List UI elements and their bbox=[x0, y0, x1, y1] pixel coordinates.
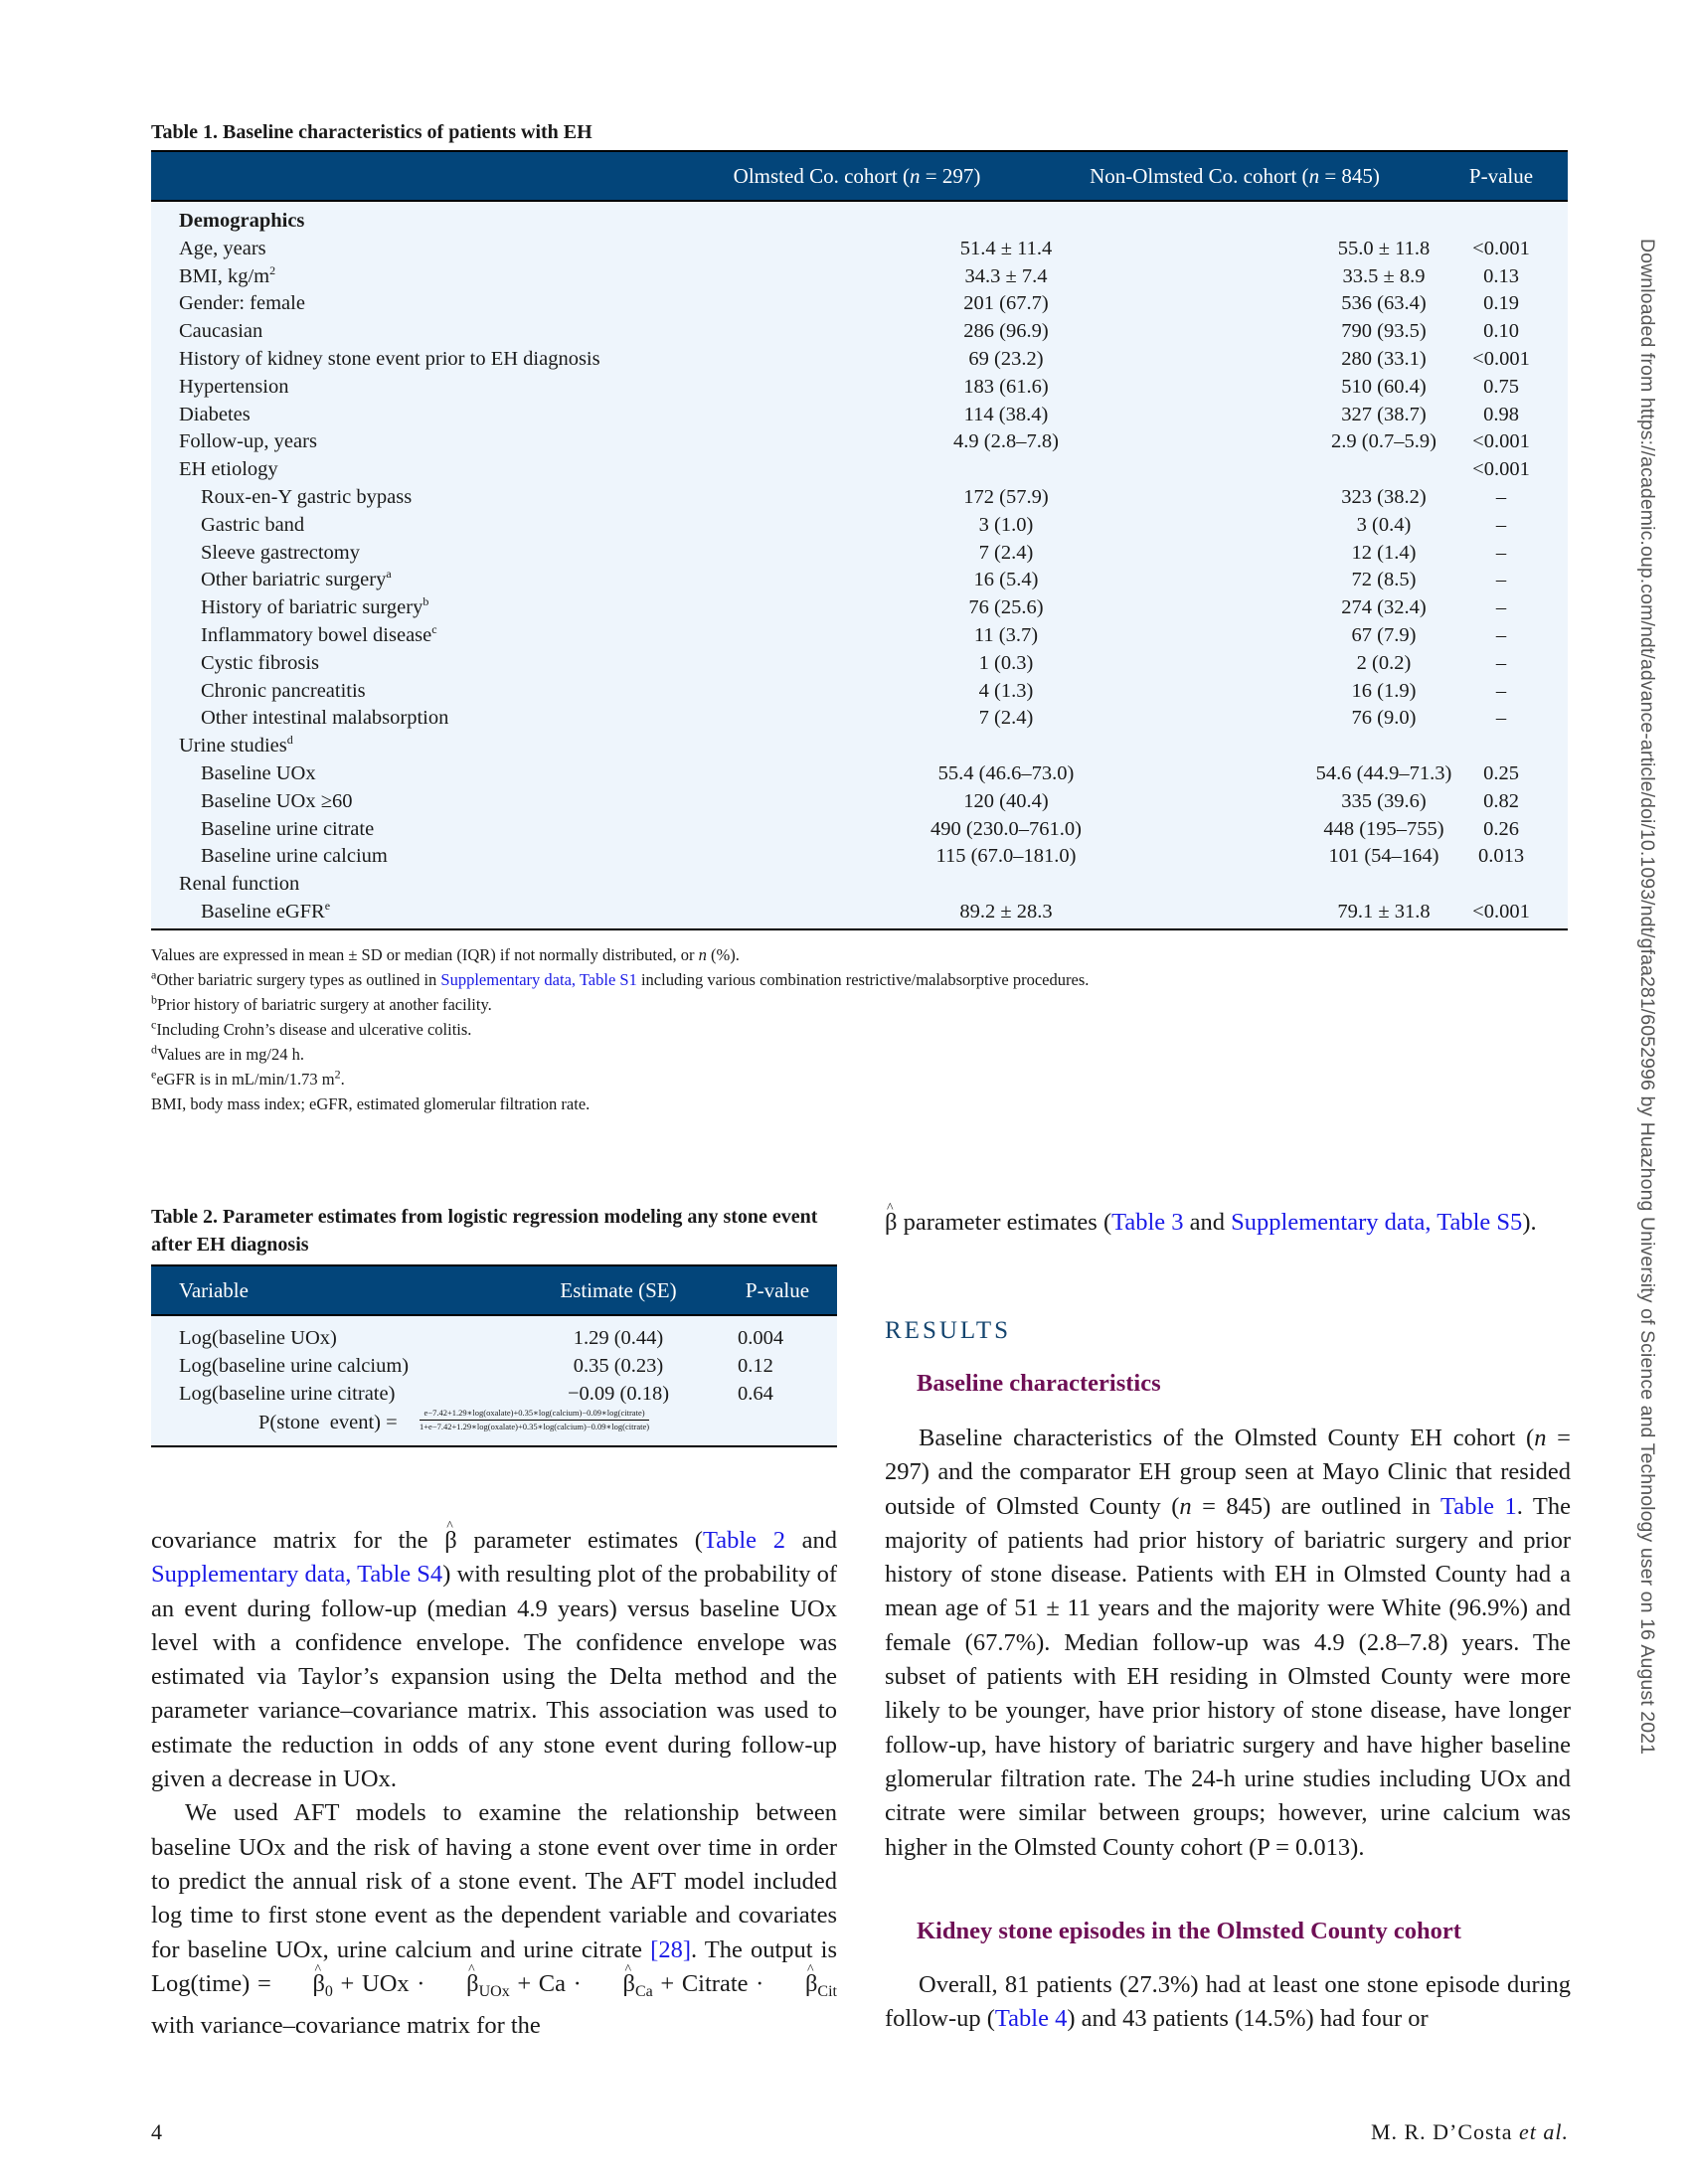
running-head: M. R. D’Costa et al. bbox=[1370, 2119, 1569, 2144]
row-label-text: Inflammatory bowel disease bbox=[201, 623, 432, 646]
table2-header-pvalue: P-value bbox=[745, 1278, 810, 1302]
table2-variable: Log(baseline urine citrate) bbox=[179, 1383, 396, 1405]
non-olmsted-value: 323 (38.2) bbox=[1341, 485, 1427, 508]
supplementary-table-s1-link[interactable]: Supplementary data, Table S1 bbox=[440, 970, 637, 989]
row-label-text: Sleeve gastrectomy bbox=[201, 541, 360, 564]
beta-hat-symbol: ^ β bbox=[278, 1967, 324, 2001]
paragraph: ^ β parameter estimates (Table 3 and Supplementary data, Table S5). bbox=[885, 1206, 1571, 1240]
row-label bbox=[179, 346, 600, 374]
table2-header-row bbox=[151, 1264, 837, 1316]
formula-lhs: P(stone event) = bbox=[258, 1412, 398, 1433]
row-label bbox=[201, 540, 360, 568]
beta-hat-symbol: ^ β bbox=[885, 1206, 897, 1240]
footnote-marker: e bbox=[324, 899, 331, 914]
supplementary-table-s5-link[interactable]: Supplementary data, Table S5 bbox=[1231, 1209, 1523, 1236]
p-value: 0.82 bbox=[1483, 789, 1519, 812]
row-label bbox=[179, 402, 251, 429]
olmsted-value: 7 (2.4) bbox=[978, 541, 1034, 564]
table-row bbox=[151, 788, 1568, 816]
row-label bbox=[201, 650, 319, 678]
row-label bbox=[201, 843, 388, 871]
table2-pvalue: 0.004 bbox=[738, 1327, 784, 1349]
table1-header-row bbox=[151, 150, 1568, 202]
row-label bbox=[179, 456, 278, 484]
non-olmsted-value: 3 (0.4) bbox=[1356, 513, 1412, 536]
row-label-text: Baseline UOx ≥60 bbox=[201, 789, 353, 812]
olmsted-value: 11 (3.7) bbox=[973, 623, 1039, 646]
p-value: 0.25 bbox=[1483, 761, 1519, 784]
table1-body bbox=[151, 202, 1568, 930]
table1-link[interactable]: Table 1 bbox=[1439, 1492, 1517, 1520]
paragraph: Baseline characteristics of the Olmsted County EH cohort (n = 297) and the comparator EH group seen at Mayo Clinic that resided outside of Olmsted County (n = 845) are outlined in Table 1. The majority of patients had prior history of bariatric surgery and prior history of stone disease. Patients with EH in Olmsted County had a mean age of 51 ± 11 years and the majority were White (96.9%) and female (67.7%). Median follow-up was 4.9 (2.8–7.8) years. The subset of patients with EH residing in Olmsted County were more likely to be younger, have prior history of stone disease, have longer follow-up, have history of bariatric surgery and have higher baseline glomerular filtration rate. The 24-h urine studies including UOx and citrate were similar between groups; however, urine calcium was higher in the Olmsted County cohort (P = 0.013). bbox=[885, 1425, 1572, 1861]
probability-formula bbox=[151, 1408, 837, 1443]
row-label-text: Chronic pancreatitis bbox=[201, 679, 366, 702]
reference-28-link[interactable]: [28] bbox=[650, 1935, 691, 1963]
olmsted-value: 201 (67.7) bbox=[963, 292, 1049, 315]
table1 bbox=[151, 150, 1568, 930]
p-value: <0.001 bbox=[1472, 237, 1530, 259]
table1-header-pvalue: P-value bbox=[1468, 164, 1534, 188]
table-row bbox=[151, 733, 1568, 760]
row-label-text: Roux-en-Y gastric bypass bbox=[201, 485, 413, 508]
row-label-text: History of bariatric surgery bbox=[201, 596, 423, 619]
table2-header-variable: Variable bbox=[179, 1278, 249, 1302]
row-label-text: Caucasian bbox=[179, 320, 263, 343]
p-value: <0.001 bbox=[1472, 458, 1530, 481]
row-label bbox=[201, 622, 437, 650]
supplementary-table-s4-link[interactable]: Supplementary data, Table S4 bbox=[151, 1561, 443, 1589]
row-label-text: Baseline UOx bbox=[201, 761, 316, 784]
p-value: – bbox=[1495, 541, 1507, 564]
footnote-values: Values are expressed in mean ± SD or median (IQR) if not normally distributed, or n (%). bbox=[151, 945, 740, 964]
olmsted-value: 16 (5.4) bbox=[973, 569, 1039, 591]
footnote-b: $^b$Prior history of bariatric surgery at another facility. bbox=[151, 992, 492, 1014]
p-value: 0.013 bbox=[1477, 845, 1525, 868]
right-column-paragraph-1 bbox=[885, 1422, 1571, 1865]
row-label-text: Baseline eGFR bbox=[201, 900, 325, 923]
row-label bbox=[179, 236, 266, 263]
p-value: – bbox=[1495, 651, 1507, 674]
table-row bbox=[151, 346, 1568, 374]
table2-link[interactable]: Table 2 bbox=[702, 1527, 785, 1554]
non-olmsted-value: 790 (93.5) bbox=[1341, 320, 1427, 343]
right-column-paragraph-2 bbox=[885, 1968, 1571, 2037]
table-row bbox=[151, 318, 1568, 346]
table-row bbox=[151, 760, 1568, 788]
row-label bbox=[201, 567, 392, 594]
table2-estimate: 1.29 (0.44) bbox=[573, 1327, 664, 1349]
subscript: Cit bbox=[817, 1982, 837, 2000]
table-row bbox=[151, 705, 1568, 733]
paragraph: covariance matrix for the ^ β parameter estimates (Table 2 and Supplementary data, Table S4) with resulting plot of the probability of an event during follow-up (median 4.9 years) versus baseline UOx level with a confidence envelope. The confidence envelope was estimated via Taylor’s expansion using the Delta method and the parameter variance–covariance matrix. This association was used to estimate the reduction in odds of any stone event during follow-up given a decrease in UOx. bbox=[151, 1524, 837, 1796]
row-label-text: Diabetes bbox=[179, 403, 251, 425]
p-value: – bbox=[1495, 485, 1507, 508]
table4-link[interactable]: Table 4 bbox=[994, 2005, 1068, 2033]
footnote-e: $^e$eGFR is in mL/min/1.73 $m^2$. bbox=[151, 1067, 345, 1089]
subheading-baseline-characteristics: Baseline characteristics bbox=[917, 1370, 1161, 1397]
p-value: – bbox=[1495, 623, 1507, 646]
non-olmsted-value: 72 (8.5) bbox=[1351, 569, 1417, 591]
table-row bbox=[151, 899, 1568, 926]
table-row bbox=[151, 374, 1568, 402]
table-row bbox=[151, 263, 1568, 291]
olmsted-value: 4.9 (2.8–7.8) bbox=[953, 430, 1059, 453]
p-value: 0.13 bbox=[1483, 264, 1519, 287]
olmsted-value: 4 (1.3) bbox=[978, 679, 1034, 702]
beta-hat-symbol: ^ β bbox=[589, 1967, 634, 2001]
table-row bbox=[151, 512, 1568, 540]
row-label bbox=[179, 428, 317, 456]
table-row bbox=[151, 622, 1568, 650]
row-label-text: Other intestinal malabsorption bbox=[201, 707, 449, 730]
table-row bbox=[151, 402, 1568, 429]
p-value: <0.001 bbox=[1472, 430, 1530, 453]
row-label-text: Other bariatric surgery bbox=[201, 569, 387, 591]
table-row bbox=[151, 236, 1568, 263]
row-label-text: Renal function bbox=[179, 873, 300, 896]
non-olmsted-value: 335 (39.6) bbox=[1341, 789, 1427, 812]
olmsted-value: 1 (0.3) bbox=[978, 651, 1034, 674]
olmsted-value: 51.4 ± 11.4 bbox=[959, 237, 1053, 259]
page-number: 4 bbox=[151, 2119, 162, 2144]
table2-estimate: −0.09 (0.18) bbox=[567, 1383, 670, 1405]
non-olmsted-value: 280 (33.1) bbox=[1341, 347, 1427, 370]
table2 bbox=[151, 1264, 837, 1447]
footnote-d: $^d$Values are in mg/24 h. bbox=[151, 1042, 305, 1064]
table-row bbox=[151, 540, 1568, 568]
download-watermark: Downloaded from https://academic.oup.com/ndt/advance-article/doi/10.1093/ndt/gfaa281/6052996 by Huazhong University of Science and Technology user on 16 August 2021 bbox=[1636, 239, 1658, 1756]
table-row bbox=[151, 456, 1568, 484]
p-value: – bbox=[1495, 679, 1507, 702]
p-value: <0.001 bbox=[1472, 900, 1530, 923]
non-olmsted-value: 536 (63.4) bbox=[1341, 292, 1427, 315]
non-olmsted-value: 2 (0.2) bbox=[1356, 651, 1412, 674]
p-value: <0.001 bbox=[1472, 347, 1530, 370]
right-column-top-text bbox=[885, 1206, 1571, 1240]
non-olmsted-value: 54.6 (44.9–71.3) bbox=[1315, 761, 1452, 784]
row-label bbox=[179, 263, 275, 291]
row-label-text: Cystic fibrosis bbox=[201, 651, 320, 674]
non-olmsted-value: 55.0 ± 11.8 bbox=[1337, 237, 1431, 259]
formula-fraction bbox=[420, 1408, 649, 1432]
table2-pvalue: 0.12 bbox=[738, 1355, 773, 1377]
table2-pvalue: 0.64 bbox=[738, 1383, 773, 1405]
footnote-c: $^c$Including Crohn’s disease and ulcerative colitis. bbox=[151, 1017, 472, 1039]
row-label-text: History of kidney stone event prior to EH diagnosis bbox=[179, 347, 600, 370]
p-value: 0.19 bbox=[1483, 292, 1519, 315]
row-label bbox=[179, 318, 262, 346]
row-label-text: Urine studies bbox=[179, 735, 287, 757]
table1-header-non-olmsted: Non-Olmsted Co. cohort (n = 845) bbox=[1090, 164, 1380, 188]
row-label-text: Baseline urine calcium bbox=[201, 845, 388, 868]
row-label bbox=[201, 512, 304, 540]
beta-hat-symbol: ^ β bbox=[432, 1967, 478, 2001]
p-value: – bbox=[1495, 569, 1507, 591]
row-label-text: Demographics bbox=[179, 210, 305, 232]
table2-header-estimate: Estimate (SE) bbox=[560, 1278, 677, 1302]
p-value: 0.26 bbox=[1483, 817, 1519, 840]
non-olmsted-value: 67 (7.9) bbox=[1351, 623, 1417, 646]
table-row bbox=[151, 1352, 837, 1380]
olmsted-value: 89.2 ± 28.3 bbox=[959, 900, 1053, 923]
olmsted-value: 7 (2.4) bbox=[978, 707, 1034, 730]
olmsted-value: 120 (40.4) bbox=[963, 789, 1049, 812]
table-row bbox=[151, 650, 1568, 678]
table2-variable: Log(baseline UOx) bbox=[179, 1327, 337, 1349]
row-label-text: Baseline urine citrate bbox=[201, 817, 375, 840]
row-label bbox=[179, 208, 304, 236]
table2-body bbox=[151, 1316, 837, 1447]
olmsted-value: 34.3 ± 7.4 bbox=[964, 264, 1048, 287]
results-heading: RESULTS bbox=[885, 1317, 1012, 1344]
row-label bbox=[201, 484, 412, 512]
table-row bbox=[151, 567, 1568, 594]
footnote-a: $^a$Other bariatric surgery types as outlined in Supplementary data, Table S1 including various combination restrictive/malabsorptive procedures. bbox=[151, 967, 1090, 989]
row-label bbox=[179, 733, 293, 760]
table-row bbox=[151, 484, 1568, 512]
non-olmsted-value: 448 (195–755) bbox=[1323, 817, 1444, 840]
row-label bbox=[201, 816, 374, 844]
non-olmsted-value: 79.1 ± 31.8 bbox=[1337, 900, 1431, 923]
row-label bbox=[201, 678, 366, 706]
row-label-text: BMI, kg/m bbox=[179, 264, 270, 287]
footnote-marker: d bbox=[286, 733, 293, 748]
row-label-text: EH etiology bbox=[179, 458, 278, 481]
non-olmsted-value: 12 (1.4) bbox=[1351, 541, 1417, 564]
table3-link[interactable]: Table 3 bbox=[1111, 1209, 1184, 1236]
beta-hat-symbol: ^ β bbox=[444, 1524, 456, 1558]
row-label-text: Follow-up, years bbox=[179, 430, 317, 453]
non-olmsted-value: 327 (38.7) bbox=[1341, 403, 1427, 425]
row-label bbox=[201, 760, 316, 788]
row-label bbox=[179, 290, 305, 318]
footnote-marker: b bbox=[423, 594, 429, 609]
row-label bbox=[201, 594, 428, 622]
p-value: 0.98 bbox=[1483, 403, 1519, 425]
table1-footnotes bbox=[151, 942, 1089, 1116]
table-row bbox=[151, 428, 1568, 456]
footnote-abbreviations: BMI, body mass index; eGFR, estimated glomerular filtration rate. bbox=[151, 1094, 591, 1113]
p-value: – bbox=[1495, 707, 1507, 730]
olmsted-value: 172 (57.9) bbox=[963, 485, 1049, 508]
left-column-text bbox=[151, 1524, 837, 2043]
paragraph: Overall, 81 patients (27.3%) had at least one stone episode during follow-up (Table 4) and 43 patients (14.5%) had four or bbox=[885, 1971, 1571, 2033]
non-olmsted-value: 2.9 (0.7–5.9) bbox=[1331, 430, 1437, 453]
table-row bbox=[151, 1380, 837, 1408]
table-section-row bbox=[151, 208, 1568, 236]
olmsted-value: 183 (61.6) bbox=[963, 375, 1049, 398]
table-row bbox=[151, 594, 1568, 622]
olmsted-value: 286 (96.9) bbox=[963, 320, 1049, 343]
table-row bbox=[151, 871, 1568, 899]
subscript: UOx bbox=[478, 1982, 510, 2000]
row-label-text: Hypertension bbox=[179, 375, 289, 398]
non-olmsted-value: 101 (54–164) bbox=[1328, 845, 1439, 868]
p-value: – bbox=[1495, 596, 1507, 619]
row-label bbox=[179, 871, 299, 899]
olmsted-value: 55.4 (46.6–73.0) bbox=[937, 761, 1075, 784]
row-label-text: Gastric band bbox=[201, 513, 305, 536]
p-value: 0.75 bbox=[1483, 375, 1519, 398]
subheading-kidney-stone-episodes: Kidney stone episodes in the Olmsted County cohort bbox=[917, 1918, 1461, 1944]
row-label bbox=[201, 788, 352, 816]
non-olmsted-value: 33.5 ± 8.9 bbox=[1342, 264, 1426, 287]
row-label bbox=[179, 374, 288, 402]
row-label-text: Gender: female bbox=[179, 292, 305, 315]
non-olmsted-value: 510 (60.4) bbox=[1341, 375, 1427, 398]
p-value: 0.10 bbox=[1483, 320, 1519, 343]
table2-caption: Table 2. Parameter estimates from logistic regression modeling any stone event after EH diagnosis bbox=[151, 1206, 818, 1256]
table-row bbox=[151, 290, 1568, 318]
subscript: 0 bbox=[324, 1982, 333, 2000]
table1-header-olmsted: Olmsted Co. cohort (n = 297) bbox=[733, 164, 981, 188]
table2-estimate: 0.35 (0.23) bbox=[573, 1355, 664, 1377]
non-olmsted-value: 76 (9.0) bbox=[1351, 707, 1417, 730]
row-label bbox=[201, 705, 448, 733]
footnote-marker: c bbox=[431, 622, 437, 637]
olmsted-value: 115 (67.0–181.0) bbox=[935, 845, 1077, 868]
olmsted-value: 490 (230.0–761.0) bbox=[930, 817, 1083, 840]
row-label bbox=[201, 899, 330, 926]
paragraph: We used AFT models to examine the relationship between baseline UOx and the risk of having a stone event over time in order to predict the annual risk of a stone event. The AFT model included log time to first stone event as the dependent variable and covariates for baseline UOx, urine calcium and urine citrate [28]. The output is Log(time) = ^ $\beta_0$ + UOx · ^ $\beta_{UOx} + Ca$ · ^ $\beta_{Ca}$ + Citrate · ^ $\beta_{Cit}$ with variance–covariance matrix for the bbox=[151, 1796, 837, 2043]
table-row bbox=[151, 816, 1568, 844]
row-label-text: Age, years bbox=[179, 237, 266, 259]
olmsted-value: 3 (1.0) bbox=[978, 513, 1034, 536]
table1-caption: Table 1. Baseline characteristics of patients with EH bbox=[151, 121, 592, 143]
olmsted-value: 114 (38.4) bbox=[963, 403, 1049, 425]
formula-denominator: 1+e−7.42+1.29∗log(oxalate)+0.35∗log(calcium)−0.09∗log(citrate) bbox=[420, 1422, 650, 1431]
non-olmsted-value: 16 (1.9) bbox=[1351, 679, 1417, 702]
olmsted-value: 76 (25.6) bbox=[968, 596, 1044, 619]
formula-numerator: e−7.42+1.29∗log(oxalate)+0.35∗log(calcium)−0.09∗log(citrate) bbox=[420, 1408, 649, 1421]
olmsted-value: 69 (23.2) bbox=[968, 347, 1044, 370]
table-row bbox=[151, 678, 1568, 706]
table2-variable: Log(baseline urine calcium) bbox=[179, 1355, 410, 1377]
subscript: Ca bbox=[634, 1982, 653, 2000]
footnote-marker: 2 bbox=[269, 262, 276, 277]
beta-hat-symbol: ^ β bbox=[771, 1967, 817, 2001]
footnote-marker: a bbox=[386, 567, 392, 582]
non-olmsted-value: 274 (32.4) bbox=[1341, 596, 1427, 619]
p-value: – bbox=[1495, 513, 1507, 536]
table-row bbox=[151, 1324, 837, 1352]
table-row bbox=[151, 843, 1568, 871]
